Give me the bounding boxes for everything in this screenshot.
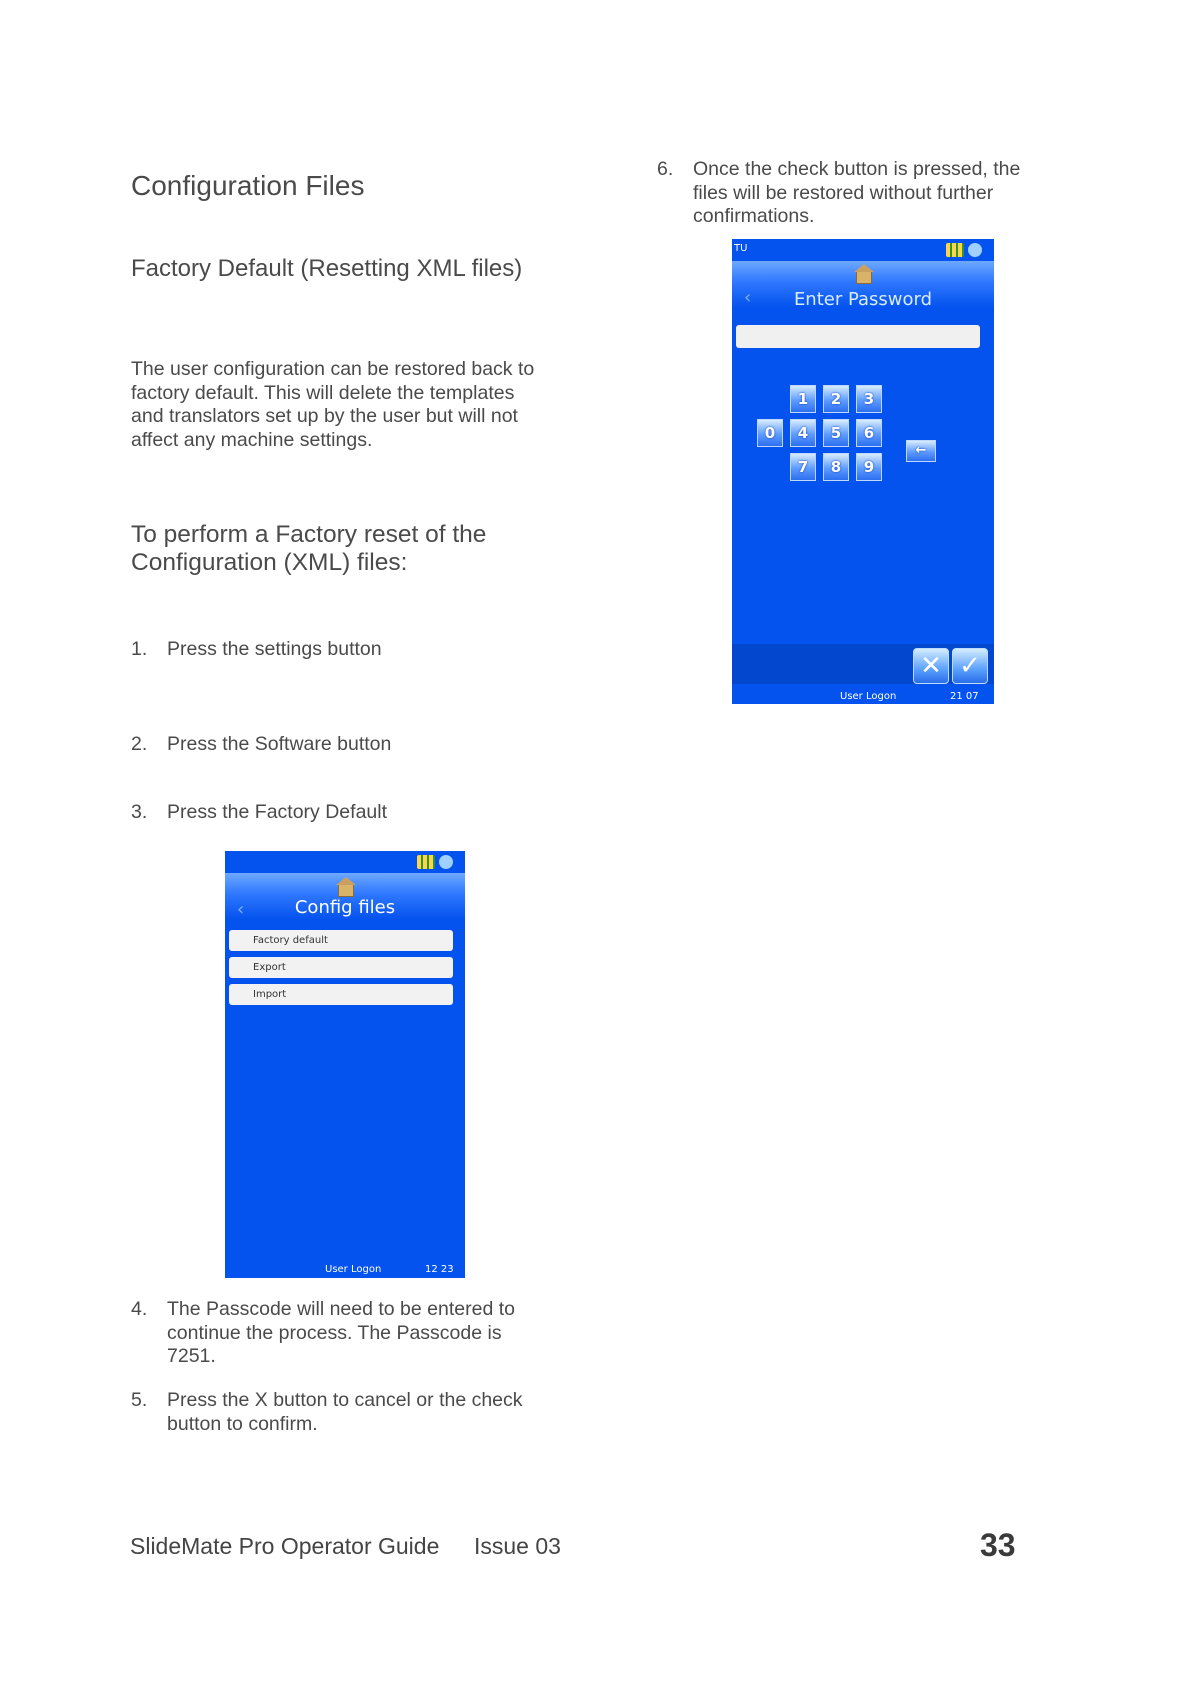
step-text-line: 7251.	[167, 1345, 216, 1367]
step-text-line: confirmations.	[693, 205, 815, 227]
page-heading: Configuration Files	[131, 170, 365, 201]
key-7[interactable]: 7	[790, 453, 816, 481]
step-number: 6.	[657, 158, 674, 180]
step-text-line: button to confirm.	[167, 1412, 318, 1435]
corner-label: TU	[734, 243, 748, 254]
step-text: Press the settings button	[167, 638, 382, 660]
step-5	[131, 1389, 591, 1437]
procedure-heading-line: Configuration (XML) files:	[131, 549, 408, 576]
key-5[interactable]: 5	[823, 419, 849, 447]
step-number: 3.	[131, 801, 148, 823]
intro-line: affect any machine settings.	[131, 428, 373, 451]
key-8[interactable]: 8	[823, 453, 849, 481]
step-4	[131, 1298, 591, 1370]
password-screenshot	[732, 239, 994, 704]
status-time: 12 23	[425, 1264, 454, 1275]
intro-paragraph	[131, 358, 561, 452]
status-time: 21 07	[950, 691, 979, 702]
step-text-line: continue the process. The Passcode is	[167, 1321, 502, 1344]
footer-guide-title: SlideMate Pro Operator Guide	[130, 1533, 440, 1559]
step-2	[131, 733, 571, 757]
key-3[interactable]: 3	[856, 385, 882, 413]
key-6[interactable]: 6	[856, 419, 882, 447]
network-icon	[946, 243, 964, 257]
cancel-x-icon[interactable]: ✕	[913, 648, 949, 684]
screen-title: Config files	[294, 897, 396, 918]
status-user: User Logon	[840, 691, 897, 702]
section-subheading: Factory Default (Resetting XML files)	[131, 255, 523, 282]
step-number: 5.	[131, 1389, 148, 1411]
step-text-line: The Passcode will need to be entered to	[167, 1298, 515, 1320]
step-text	[167, 1389, 523, 1436]
back-chevron-icon[interactable]: ‹	[237, 899, 245, 920]
step-text	[167, 1298, 515, 1369]
back-chevron-icon[interactable]: ‹	[744, 287, 752, 308]
status-user: User Logon	[325, 1264, 382, 1275]
step-text: Press the Factory Default	[167, 801, 388, 823]
step-text-line: Once the check button is pressed, the	[693, 158, 1021, 180]
key-1[interactable]: 1	[790, 385, 816, 413]
status-bar	[225, 851, 465, 873]
step-6	[657, 158, 1087, 230]
footer-issue: Issue 03	[474, 1533, 561, 1559]
key-0[interactable]: 0	[757, 419, 783, 447]
backspace-icon[interactable]: ←	[906, 440, 936, 462]
key-2[interactable]: 2	[823, 385, 849, 413]
export-button[interactable]: Export	[229, 957, 453, 978]
step-1	[131, 638, 571, 662]
step-number: 2.	[131, 733, 148, 755]
step-text	[693, 158, 1020, 229]
intro-line: factory default. This will delete the templates	[131, 381, 515, 404]
intro-line: and translators set up by the user but will not	[131, 405, 518, 427]
confirm-check-icon[interactable]: ✓	[952, 648, 988, 684]
step-3	[131, 801, 571, 825]
config-files-screenshot	[225, 851, 465, 1278]
home-icon[interactable]	[338, 884, 354, 897]
page-number: 33	[980, 1527, 1016, 1563]
status-icons	[946, 241, 986, 259]
procedure-heading	[131, 521, 551, 577]
password-field[interactable]	[736, 325, 980, 348]
step-text-line: Press the X button to cancel or the check	[167, 1389, 523, 1411]
factory-default-button[interactable]: Factory default	[229, 930, 453, 951]
intro-line: The user configuration can be restored back to	[131, 358, 535, 380]
status-bar	[732, 239, 994, 261]
step-number: 4.	[131, 1298, 148, 1320]
import-button[interactable]: Import	[229, 984, 453, 1005]
network-icon	[417, 855, 435, 869]
key-4[interactable]: 4	[790, 419, 816, 447]
step-text-line: files will be restored without further	[693, 181, 994, 204]
user-icon	[968, 243, 982, 257]
status-icons	[417, 853, 457, 871]
procedure-heading-line: To perform a Factory reset of the	[131, 521, 487, 548]
user-icon	[439, 855, 453, 869]
screen-title: Enter Password	[793, 289, 933, 310]
step-text: Press the Software button	[167, 733, 392, 755]
step-number: 1.	[131, 638, 148, 660]
key-9[interactable]: 9	[856, 453, 882, 481]
home-icon[interactable]	[856, 271, 872, 284]
